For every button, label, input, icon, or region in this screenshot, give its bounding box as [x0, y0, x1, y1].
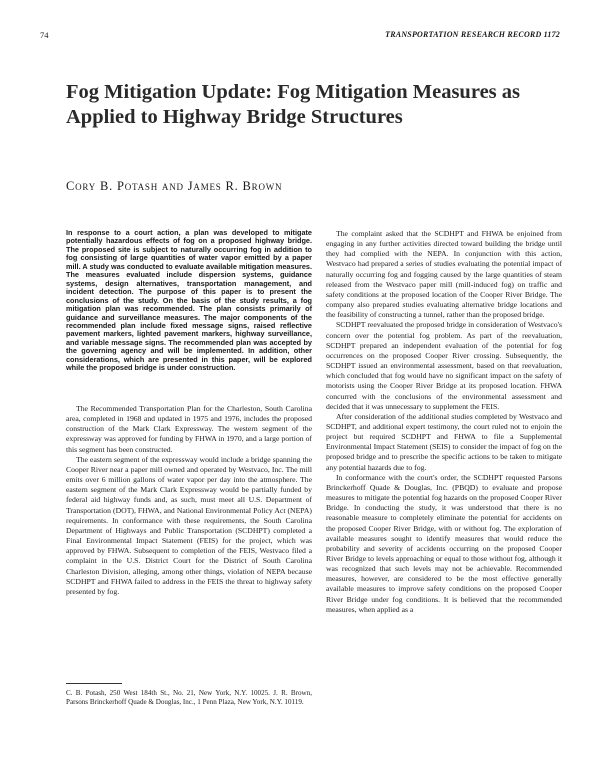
body-paragraph: The complaint asked that the SCDHPT and FHWA be enjoined from engaging in any further activities directed toward building the bridge until they had complied with the NEPA. In conjunction with this action, Westvaco had prepared a series of studies evaluating the potential impact of naturally occurring fog and fogging caused by the large quantities of steam released from the Westvaco paper mill (mill-induced fog) on traffic and safety conditions at the proposed location of the Cooper River Bridge. The company also prepared studies evaluating alternative bridge locations and the feasibility of constructing a tunnel, rather than the proposed bridge. [326, 229, 562, 320]
journal-running-head: TRANSPORTATION RESEARCH RECORD 1172 [385, 30, 560, 39]
article-authors: Cory B. Potash and James R. Brown [66, 179, 283, 193]
body-paragraph: SCDHPT reevaluated the proposed bridge in consideration of Westvaco's concern over the potential fog problem. As part of the reevaluation, SCDHPT prepared an independent evaluation of the potential for fog occurrences on the proposed Cooper River crossing. Subsequently, the SCDHPT issued an environmental assessment, based on that reevaluation, which concluded that fog would have no significant impact on the safety of motorists using the Cooper River Bridge at its proposed location. FHWA concurred with the conclusions of the environmental assessment and decided that it was unnecessary to supplement the FEIS. [326, 320, 562, 411]
body-paragraph: The Recommended Transportation Plan for the Charleston, South Carolina area, completed in 1968 and updated in 1975 and 1976, includes the proposed construction of the Mark Clark Expressway. The western segment of the expressway was approved for funding by FHWA in 1970, and a large portion of this segment has been constructed. [66, 404, 312, 454]
body-paragraph: The eastern segment of the expressway would include a bridge spanning the Cooper River near a paper mill owned and operated by Westvaco, Inc. The mill emits over 6 million gallons of water vapor per day into the atmosphere. The eastern segment of the Mark Clark Expressway would be partially funded by federal aid highway funds and, as such, must meet all U.S. Department of Transportation (DOT), FHWA, and National Environmental Policy Act (NEPA) requirements. In conformance with these requirements, the South Carolina Department of Highways and Public Transportation (SCDHPT) completed a Final Environmental Impact Statement (FEIS) for the project, which was approved by FHWA. Subsequent to completion of the FEIS, Westvaco filed a complaint in the U.S. District Court for the District of South Carolina Charleston Division, alleging, among other things, violation of NEPA because SCDHPT and FHWA failed to address in the FEIS the threat to highway safety presented by fog. [66, 454, 312, 596]
body-right-column [326, 229, 562, 615]
page-number: 74 [40, 30, 49, 40]
footnote-rule [66, 683, 122, 684]
body-left-column [66, 404, 312, 597]
abstract: In response to a court action, a plan was developed to mitigate potentially hazardous effects of fog on a proposed highway bridge. The proposed site is subject to naturally occurring fog in addition to fog consisting of large quantities of water vapor emitted by a paper mill. A study was conducted to evaluate available mitigation measures. The measures evaluated include dispersion systems, guidance systems, design alternatives, transportation management, and incident detection. The purpose of this paper is to present the conclusions of the study. On the basis of the study results, a fog mitigation plan was recommended. The plan consists primarily of guidance and surveillance measures. The major components of the recommended plan include fixed message signs, raised reflective pavement markers, lighted pavement markers, highway surveillance, and variable message signs. The recommended plan was accepted by the governing agency and will be implemented. In addition, other considerations, which are presented in this paper, will be explored while the proposed bridge is under construction. [66, 228, 312, 373]
author-affiliation-footnote: C. B. Potash, 250 West 184th St., No. 21, New York, N.Y. 10025. J. R. Brown, Parsons Brinckerhoff Quade & Douglas, Inc., 1 Penn Plaza, New York, N.Y. 10119. [66, 689, 312, 706]
body-paragraph: After consideration of the additional studies completed by Westvaco and SCDHPT, and additional expert testimony, the court ruled not to enjoin the project but required SCDHPT and FHWA to file a Supplemental Environmental Impact Statement (SEIS) to consider the impact of fog on the proposed bridge and to prescribe the specific actions to be taken to mitigate any potential hazards due to fog. [326, 411, 562, 472]
article-title: Fog Mitigation Update: Fog Mitigation Measures as Applied to Highway Bridge Structures [66, 81, 520, 128]
body-paragraph: In conformance with the court's order, the SCDHPT requested Parsons Brinckerhoff Quade & Douglas, Inc. (PBQD) to evaluate and propose measures to mitigate the potential fog hazards on the proposed Cooper River Bridge. In conducting the study, it was understood that there is no reasonable measure to completely eliminate the potential for accidents on the proposed Cooper River Bridge, with or without fog. The exploration of available measures sought to identify measures that would reduce the probability and severity of accidents occurring on the proposed Cooper River Bridge to levels approaching or equal to those without fog, although it was recognized that such levels may not be achievable. Recommended measures, however, are considered to be the most effective generally available measures to improve safety conditions on the proposed Cooper River Bridge under fog conditions. It is believed that the recommended measures, when applied as a [326, 472, 562, 614]
